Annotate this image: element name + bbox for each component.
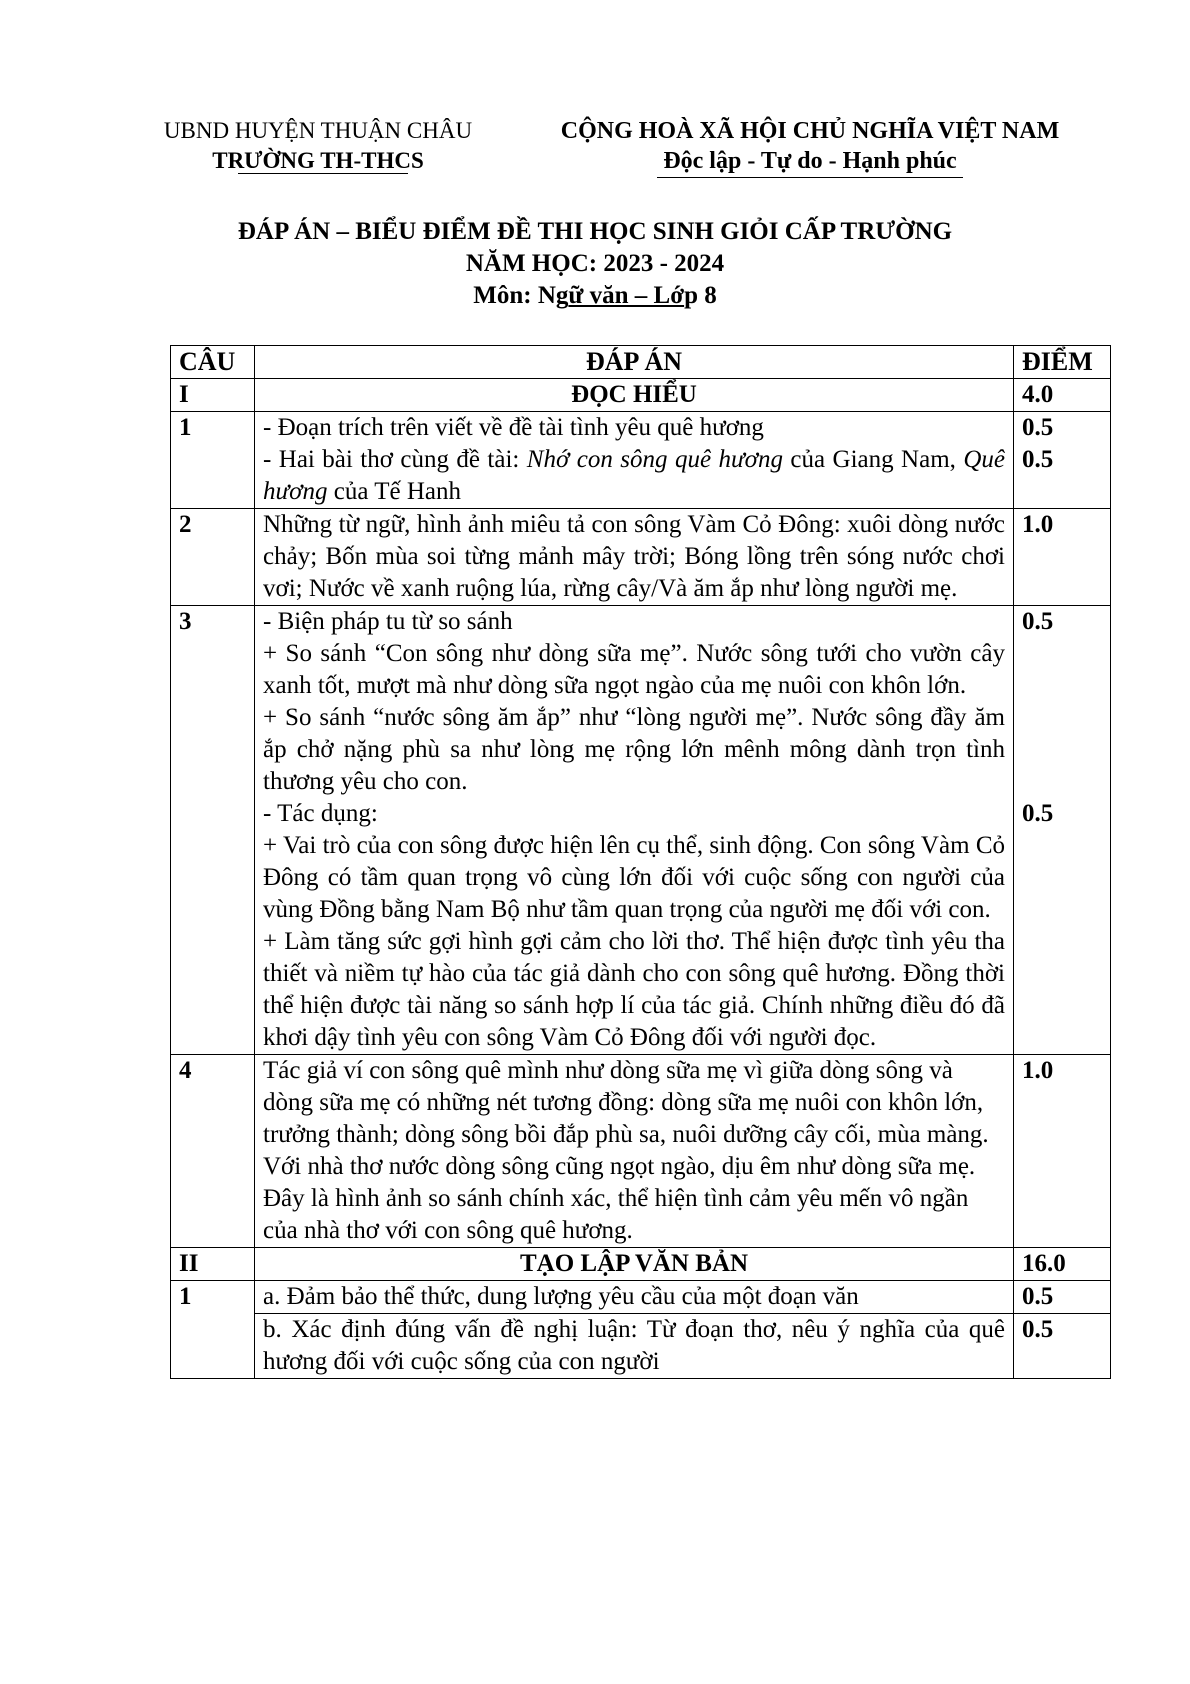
header-dap-an: ĐÁP ÁN xyxy=(255,346,1014,379)
table-row xyxy=(171,509,1111,606)
answer-text: - Đoạn trích trên viết về đề tài tình yêu quê hương - Hai bài thơ cùng đề tài: Nhớ con sông quê hương của Giang Nam, Quê hương của Tế Hanh xyxy=(255,412,1014,509)
answer-table xyxy=(170,345,1111,1379)
table-row xyxy=(171,1055,1111,1248)
question-number: 2 xyxy=(171,509,255,606)
table-row xyxy=(171,412,1111,509)
table-row xyxy=(171,1281,1111,1314)
header-diem: ĐIỂM xyxy=(1014,346,1111,379)
question-number: 1 xyxy=(171,412,255,509)
answer-score: 1.0 xyxy=(1014,1055,1111,1248)
subject-line: Môn: Ngữ văn – Lớp 8 xyxy=(473,282,717,309)
table-row xyxy=(171,606,1111,1055)
section-score: 4.0 xyxy=(1014,379,1111,412)
answer-text: b. Xác định đúng vấn đề nghị luận: Từ đoạn thơ, nêu ý nghĩa của quê hương đối với cuộc sống của con người xyxy=(255,1314,1014,1379)
table-row xyxy=(171,1314,1111,1379)
question-number: 3 xyxy=(171,606,255,1055)
section-number: I xyxy=(171,379,255,412)
school-name: TRƯỜNG TH-THCS xyxy=(212,148,424,173)
answer-text: Những từ ngữ, hình ảnh miêu tả con sông Vàm Cỏ Đông: xuôi dòng nước chảy; Bốn mùa soi từng mảnh mây trời; Bóng lồng trên sóng nước chơi vơi; Nước về xanh ruộng lúa, rừng cây/Và ăm ắp như lòng người mẹ. xyxy=(255,509,1014,606)
section-title: ĐỌC HIỂU xyxy=(255,379,1014,412)
title-line-1: ĐÁP ÁN – BIỂU ĐIỂM ĐỀ THI HỌC SINH GIỎI CẤP TRƯỜNG xyxy=(237,218,953,245)
answer-text: a. Đảm bảo thể thức, dung lượng yêu cầu của một đoạn văn xyxy=(255,1281,1014,1314)
table-header-row xyxy=(171,346,1111,379)
document-title xyxy=(0,216,1190,312)
header-right xyxy=(520,116,1100,178)
section-number: II xyxy=(171,1248,255,1281)
answer-score: 1.0 xyxy=(1014,509,1111,606)
answer-score: 0.5 xyxy=(1014,1281,1111,1314)
header-cau: CÂU xyxy=(171,346,255,379)
question-number: 4 xyxy=(171,1055,255,1248)
section-title: TẠO LẬP VĂN BẢN xyxy=(255,1248,1014,1281)
header-rule xyxy=(238,173,408,174)
answer-score: 0.5 0.5 xyxy=(1014,412,1111,509)
answer-text: - Biện pháp tu từ so sánh + So sánh “Con sông như dòng sữa mẹ”. Nước sông tưới cho vườn cây xanh tốt, mượt mà như dòng sữa ngọt ngào của mẹ nuôi con khôn lớn. + So sánh “nước sông ăm ắp” như “lòng người mẹ”. Nước sông đầy ăm ắp chở nặng phù sa như lòng mẹ rộng lớn mênh mông dành trọn tình thương yêu cho con. - Tác dụng: + Vai trò của con sông được hiện lên cụ thể, sinh động. Con sông Vàm Cỏ Đông có tầm quan trọng vô cùng lớn đối với cuộc sống con người của vùng Đồng bằng Nam Bộ như tầm quan trọng của người mẹ đối với con. + Làm tăng sức gợi hình gợi cảm cho lời thơ. Thể hiện được tình yêu tha thiết và niềm tự hào của tác giả dành cho con sông quê hương. Đồng thời thể hiện được tài năng so sánh hợp lí của tác giả. Chính những điều đó đã khơi dậy tình yêu con sông Vàm Cỏ Đông đối với người đọc. xyxy=(255,606,1014,1055)
header-left xyxy=(138,116,498,176)
answer-score: 0.5 0.5 xyxy=(1014,606,1111,1055)
answer-text: Tác giả ví con sông quê mình như dòng sữa mẹ vì giữa dòng sông và dòng sữa mẹ có những nét tương đồng: dòng sữa mẹ nuôi con khôn lớn, trưởng thành; dòng sông bồi đắp phù sa, nuôi dưỡng cây cối, mùa màng. Với nhà thơ nước dòng sông cũng ngọt ngào, dịu êm như dòng sữa mẹ. Đây là hình ảnh so sánh chính xác, thể hiện tình cảm yêu mến vô ngần của nhà thơ với con sông quê hương. xyxy=(255,1055,1014,1248)
country-name: CỘNG HOÀ XÃ HỘI CHỦ NGHĨA VIỆT NAM xyxy=(560,118,1060,144)
national-motto: Độc lập - Tự do - Hạnh phúc xyxy=(657,146,962,178)
answer-score: 0.5 xyxy=(1014,1314,1111,1379)
section-score: 16.0 xyxy=(1014,1248,1111,1281)
org-name: UBND HUYỆN THUẬN CHÂU xyxy=(163,118,473,143)
section-row-writing xyxy=(171,1248,1111,1281)
title-line-2: NĂM HỌC: 2023 - 2024 xyxy=(465,250,725,277)
question-number: 1 xyxy=(171,1281,255,1379)
section-row-reading xyxy=(171,379,1111,412)
